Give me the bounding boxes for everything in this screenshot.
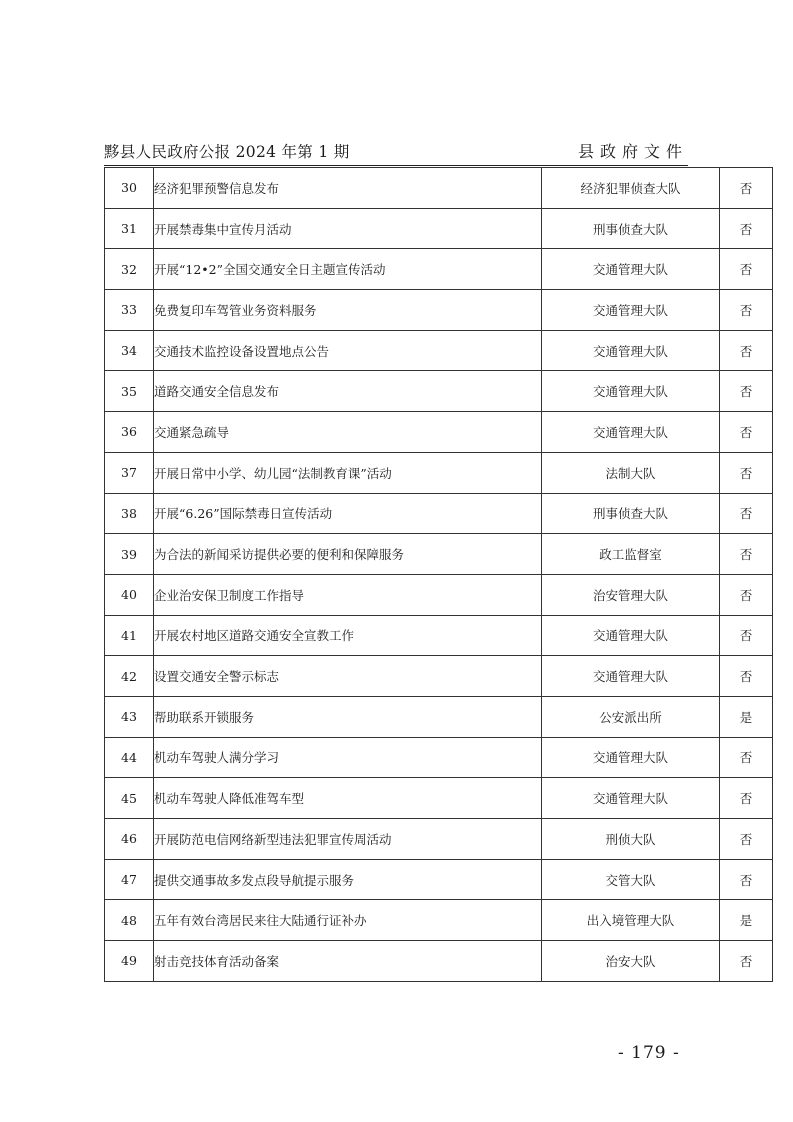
responsible-department: 交通管理大队 [542, 371, 720, 412]
responsible-department: 交通管理大队 [542, 412, 720, 453]
responsible-department: 交通管理大队 [542, 290, 720, 331]
service-item: 为合法的新闻采访提供必要的便利和保障服务 [154, 534, 542, 575]
flag-value: 否 [720, 371, 773, 412]
responsible-department: 交通管理大队 [542, 615, 720, 656]
table-row [105, 168, 773, 209]
responsible-department: 出入境管理大队 [542, 900, 720, 941]
service-item: 交通紧急疏导 [154, 412, 542, 453]
flag-value: 否 [720, 941, 773, 982]
responsible-department: 交通管理大队 [542, 249, 720, 290]
table-row [105, 656, 773, 697]
flag-value: 否 [720, 859, 773, 900]
table-row [105, 859, 773, 900]
row-number: 38 [105, 493, 154, 534]
flag-value: 否 [720, 412, 773, 453]
table-row [105, 778, 773, 819]
table-body [105, 168, 773, 982]
responsible-department: 交通管理大队 [542, 778, 720, 819]
service-item: 射击竞技体育活动备案 [154, 941, 542, 982]
table-row [105, 249, 773, 290]
responsible-department: 交管大队 [542, 859, 720, 900]
row-number: 30 [105, 168, 154, 209]
responsible-department: 治安管理大队 [542, 574, 720, 615]
service-item: 设置交通安全警示标志 [154, 656, 542, 697]
service-item: 机动车驾驶人降低准驾车型 [154, 778, 542, 819]
flag-value: 否 [720, 737, 773, 778]
table-row [105, 412, 773, 453]
flag-value: 是 [720, 900, 773, 941]
page-header [104, 141, 688, 165]
service-list-table [104, 167, 773, 982]
responsible-department: 交通管理大队 [542, 656, 720, 697]
flag-value: 否 [720, 574, 773, 615]
responsible-department: 交通管理大队 [542, 330, 720, 371]
table-row [105, 819, 773, 860]
table-row [105, 290, 773, 331]
responsible-department: 法制大队 [542, 452, 720, 493]
service-item: 开展禁毒集中宣传月活动 [154, 208, 542, 249]
row-number: 40 [105, 574, 154, 615]
row-number: 35 [105, 371, 154, 412]
row-number: 45 [105, 778, 154, 819]
table-row [105, 452, 773, 493]
table-row [105, 900, 773, 941]
flag-value: 否 [720, 615, 773, 656]
responsible-department: 政工监督室 [542, 534, 720, 575]
service-item: 帮助联系开锁服务 [154, 696, 542, 737]
service-item: 开展防范电信网络新型违法犯罪宣传周活动 [154, 819, 542, 860]
flag-value: 否 [720, 249, 773, 290]
row-number: 42 [105, 656, 154, 697]
row-number: 39 [105, 534, 154, 575]
table-row [105, 371, 773, 412]
row-number: 48 [105, 900, 154, 941]
page-number: - 179 - [618, 1043, 680, 1063]
table-row [105, 941, 773, 982]
flag-value: 否 [720, 290, 773, 331]
table-row [105, 534, 773, 575]
row-number: 37 [105, 452, 154, 493]
responsible-department: 治安大队 [542, 941, 720, 982]
row-number: 47 [105, 859, 154, 900]
table-row [105, 737, 773, 778]
flag-value: 否 [720, 819, 773, 860]
flag-value: 否 [720, 778, 773, 819]
table-row [105, 696, 773, 737]
table-row [105, 330, 773, 371]
flag-value: 否 [720, 656, 773, 697]
flag-value: 是 [720, 696, 773, 737]
row-number: 49 [105, 941, 154, 982]
service-item: 交通技术监控设备设置地点公告 [154, 330, 542, 371]
flag-value: 否 [720, 330, 773, 371]
row-number: 44 [105, 737, 154, 778]
service-item: 开展日常中小学、幼儿园“法制教育课”活动 [154, 452, 542, 493]
responsible-department: 公安派出所 [542, 696, 720, 737]
flag-value: 否 [720, 493, 773, 534]
row-number: 46 [105, 819, 154, 860]
section-title: 县政府文件 [577, 142, 688, 161]
service-item: 开展农村地区道路交通安全宣教工作 [154, 615, 542, 656]
flag-value: 否 [720, 208, 773, 249]
header-divider [104, 165, 688, 166]
row-number: 33 [105, 290, 154, 331]
responsible-department: 交通管理大队 [542, 737, 720, 778]
responsible-department: 刑事侦查大队 [542, 208, 720, 249]
bulletin-title: 黟县人民政府公报 2024 年第 1 期 [104, 143, 350, 161]
flag-value: 否 [720, 452, 773, 493]
flag-value: 否 [720, 534, 773, 575]
service-item: 道路交通安全信息发布 [154, 371, 542, 412]
row-number: 31 [105, 208, 154, 249]
row-number: 32 [105, 249, 154, 290]
service-item: 经济犯罪预警信息发布 [154, 168, 542, 209]
service-item: 提供交通事故多发点段导航提示服务 [154, 859, 542, 900]
table-row [105, 615, 773, 656]
row-number: 36 [105, 412, 154, 453]
table-row [105, 208, 773, 249]
service-item: 企业治安保卫制度工作指导 [154, 574, 542, 615]
service-item: 开展“6.26”国际禁毒日宣传活动 [154, 493, 542, 534]
service-item: 免费复印车驾管业务资料服务 [154, 290, 542, 331]
service-item: 开展“12•2”全国交通安全日主题宣传活动 [154, 249, 542, 290]
flag-value: 否 [720, 168, 773, 209]
responsible-department: 刑侦大队 [542, 819, 720, 860]
row-number: 34 [105, 330, 154, 371]
table-row [105, 574, 773, 615]
row-number: 41 [105, 615, 154, 656]
service-item: 机动车驾驶人满分学习 [154, 737, 542, 778]
table-row [105, 493, 773, 534]
responsible-department: 经济犯罪侦查大队 [542, 168, 720, 209]
responsible-department: 刑事侦查大队 [542, 493, 720, 534]
service-item: 五年有效台湾居民来往大陆通行证补办 [154, 900, 542, 941]
row-number: 43 [105, 696, 154, 737]
